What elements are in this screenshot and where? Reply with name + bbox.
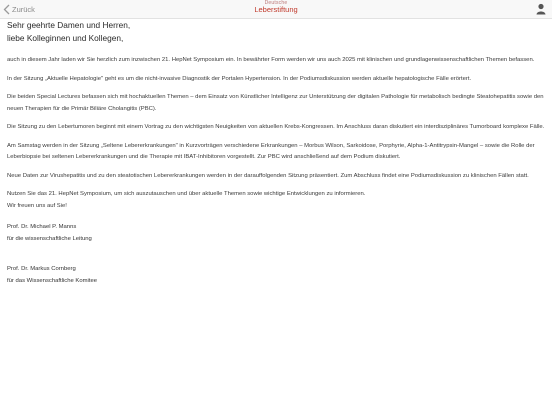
user-icon[interactable]	[536, 3, 546, 15]
chevron-left-icon	[3, 4, 10, 15]
signature-name: Prof. Dr. Michael P. Manns	[7, 224, 77, 230]
greeting-line1: Sehr geehrte Damen und Herren,	[7, 20, 131, 30]
signature-role: für die wissenschaftliche Leitung	[7, 236, 92, 242]
paragraph: auch in diesem Jahr laden wir Sie herzlich zum inzwischen 21. HepNet Symposium ein. In bewährter Form werden wir uns auch 2025 mit klinischen und grundlagenwissenschaftlichen Themen befassen.	[7, 57, 535, 63]
back-button[interactable]	[3, 2, 35, 16]
paragraph: Die Sitzung zu den Lebertumoren beginnt mit einem Vortrag zu den wichtigsten Neuigkeiten von aktuellen Krebs-Kongressen. Im Anschluss daran diskutiert ein interdisziplinäres Tumorboard komplexe Fälle.	[7, 124, 545, 130]
closing-line: Wir freuen uns auf Sie!	[7, 202, 67, 209]
paragraph: Nutzen Sie das 21. HepNet Symposium, um sich auszutauschen und über aktuelle Themen sowie wichtige Entwicklungen zu informieren.	[7, 191, 366, 197]
greeting-line2: liebe Kolleginnen und Kollegen,	[7, 33, 124, 43]
signature-role: für das Wissenschaftliche Komitee	[7, 278, 98, 284]
app-logo	[254, 1, 297, 14]
paragraph: In der Sitzung „Aktuelle Hepatologie" geht es um die nicht-invasive Diagnostik der Portalen Hypertension. In der Podiumsdiskussion werden aktuelle hepatologische Fälle erörtert.	[7, 75, 472, 82]
back-label: Zurück	[12, 4, 35, 14]
paragraph: Neue Daten zur Virushepatitis und zu den steatotischen Lebererkrankungen werden in der darauffolgenden Sitzung präsentiert. Zum Abschluss findet eine Podiumsdiskussion zu klinischen Fällen statt.	[7, 172, 529, 179]
paragraph: Am Samstag werden in der Sitzung „Seltene Lebererkrankungen" in Kurzvorträgen verschiedene Erkrankungen – Morbus Wilson, Sarkoidose, Porphyrie, Alpha-1-Antitrypsin-Mangel – sowie die Rolle der Leberbiopsie bei seltenen Lebererkrankungen und die Therapie mit IBAT-Inhibitoren vorgestellt. Zur PBC wird anschließend auf dem Podium diskutiert.	[7, 142, 535, 160]
logo-line2: Leberstiftung	[254, 5, 298, 14]
signature-name: Prof. Dr. Markus Cornberg	[7, 266, 76, 272]
signature-block	[7, 263, 547, 287]
signature-block	[7, 221, 547, 245]
logo-line1: Deutsche	[264, 0, 288, 6]
paragraph: Die beiden Special Lectures befassen sich mit hochaktuellen Themen – dem Einsatz von Künstlicher Intelligenz zur Unterstützung der digitalen Pathologie für metabolisch bedingte Steatohepatitis sowie den neuen Therapien für die Primär Biliäre Cholangitis (PBC).	[7, 94, 544, 112]
top-navigation-bar	[0, 0, 552, 19]
letter-content	[7, 18, 547, 287]
